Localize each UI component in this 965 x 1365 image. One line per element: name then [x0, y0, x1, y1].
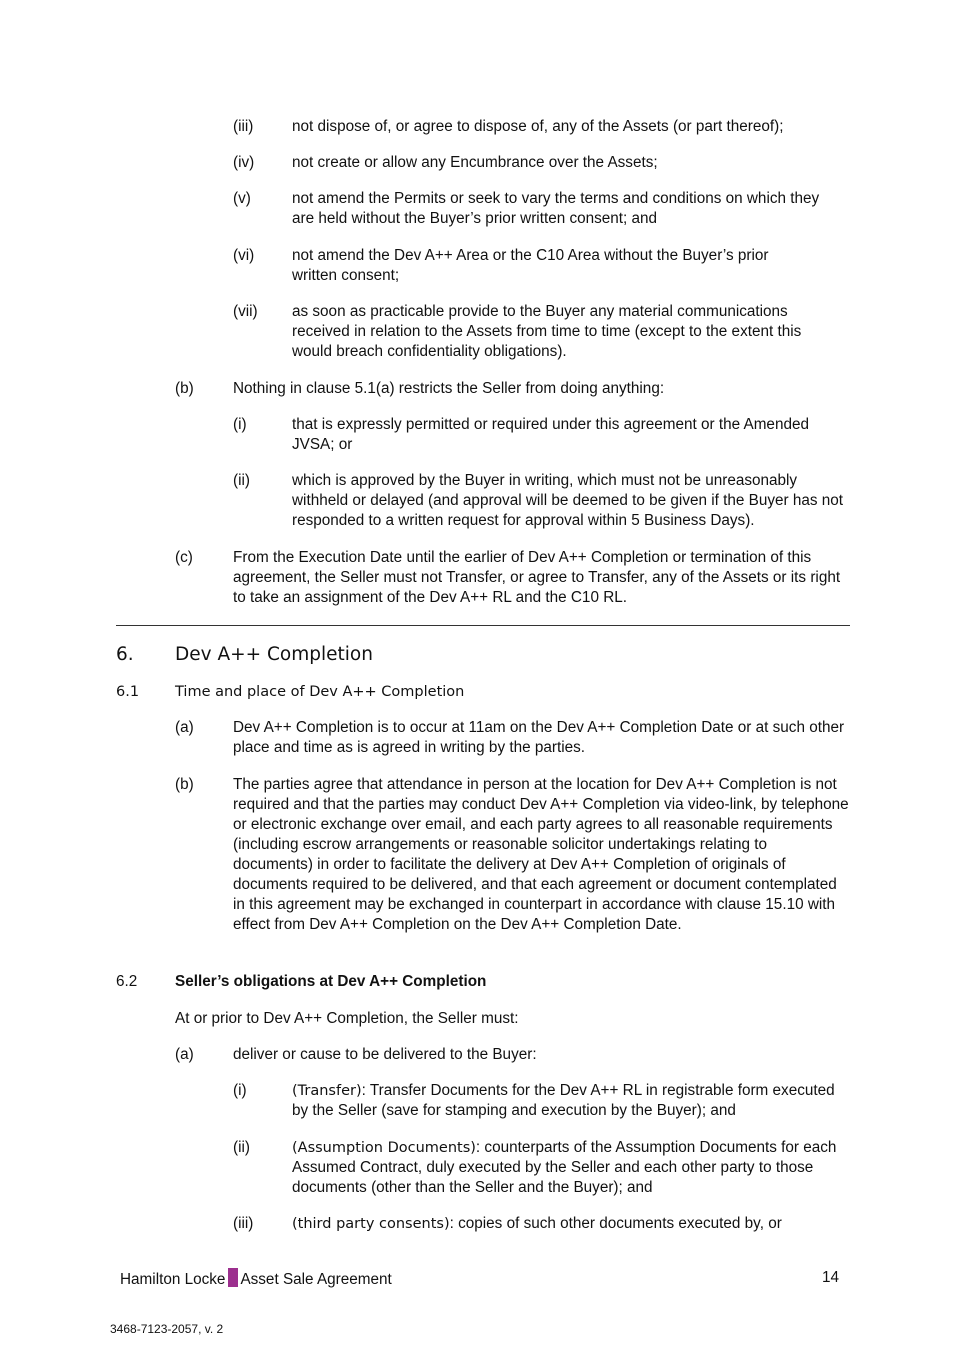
item-number: (iii)	[233, 118, 254, 135]
clause-5-1-a-v	[0, 189, 965, 229]
footer-title: Asset Sale Agreement	[240, 1271, 392, 1288]
item-number: (i)	[233, 416, 247, 433]
item-text: : counterparts of the Assumption Documents for each Assumed Contract, duly executed by the Seller and each other party to those documents (other than the Seller and the Buyer); and	[292, 1139, 837, 1196]
item-number: (a)	[175, 1046, 194, 1063]
item-label: (Transfer)	[292, 1083, 362, 1099]
item-label: (third party consents)	[292, 1216, 450, 1232]
item-label: (Assumption Documents)	[292, 1140, 476, 1156]
item-number: (iv)	[233, 154, 255, 171]
item-text: deliver or cause to be delivered to the Buyer:	[233, 1046, 537, 1063]
clause-5-1-b-ii	[0, 471, 965, 531]
item-number: (vii)	[233, 303, 258, 320]
item-text: Nothing in clause 5.1(a) restricts the Seller from doing anything:	[233, 380, 665, 397]
item-number: (ii)	[233, 472, 250, 489]
item-number: (vi)	[233, 247, 255, 264]
item-body	[292, 1138, 844, 1198]
heading-number: 6.2	[116, 973, 138, 990]
item-text: which is approved by the Buyer in writing, which must not be unreasonably withheld or delayed (and approval will be deemed to be given if the Buyer has not responded to a written request for approval within 5 Business Days).	[292, 472, 844, 529]
item-text: : copies of such other documents executed by, or	[449, 1215, 782, 1232]
item-text: Dev A++ Completion is to occur at 11am on the Dev A++ Completion Date or at such other place and time as is agreed in writing by the parties.	[233, 719, 845, 756]
clause-6-2-a-iii	[0, 1214, 965, 1234]
clause-6-1-a	[0, 718, 965, 758]
item-number: (c)	[175, 549, 193, 566]
item-text: that is expressly permitted or required under this agreement or the Amended JVSA; or	[292, 416, 809, 453]
item-number: (iii)	[233, 1215, 254, 1232]
item-body	[292, 1214, 852, 1234]
clause-5-1-b-i	[0, 415, 965, 455]
heading-text: Dev A++ Completion	[175, 644, 373, 665]
item-text: The parties agree that attendance in person at the location for Dev A++ Completion is not required and that the parties may conduct Dev A++ Completion via video-link, by telephone or electronic exchange over email, and each party agrees to all reasonable requirements (including escrow arrangements or reasonable solicitor undertakings relating to documents) in order to facilitate the delivery at Dev A++ Completion of originals of documents required to be delivered, and that each agreement or document contemplated in this agreement may be exchanged in counterpart in accordance with clause 15.10 with effect from Dev A++ Completion on the Dev A++ Completion Date.	[233, 776, 849, 933]
item-body	[292, 1081, 842, 1121]
heading-number: 6.	[116, 644, 134, 665]
clause-5-1-a-vii	[0, 302, 965, 362]
heading-text: Time and place of Dev A++ Completion	[175, 684, 465, 700]
page-number: 14	[821, 1269, 839, 1286]
item-text: not amend the Dev A++ Area or the C10 Area without the Buyer’s prior written consent;	[292, 247, 769, 284]
item-text: not amend the Permits or seek to vary the terms and conditions on which they are held without the Buyer’s prior written consent; and	[292, 190, 820, 227]
item-text: From the Execution Date until the earlier of Dev A++ Completion or termination of this agreement, the Seller must not Transfer, or agree to Transfer, any of the Assets or its right to take an assignment of the Dev A++ RL and the C10 RL.	[233, 549, 841, 606]
item-number: (ii)	[233, 1139, 250, 1156]
clause-6-2-heading	[0, 972, 965, 992]
clause-6-2-intro	[175, 1009, 825, 1029]
clause-6-1-b	[0, 775, 965, 955]
clause-5-1-a-vi	[0, 246, 965, 286]
intro-text: At or prior to Dev A++ Completion, the Seller must:	[175, 1010, 519, 1027]
item-number: (v)	[233, 190, 251, 207]
clause-5-1-a-iii	[0, 117, 965, 137]
clause-5-1-b	[0, 379, 965, 399]
footer-firm: Hamilton Locke	[120, 1271, 226, 1288]
section-divider	[116, 625, 850, 626]
brand-bar-icon	[228, 1268, 238, 1287]
item-number: (b)	[175, 380, 194, 397]
item-text: as soon as practicable provide to the Buyer any material communications received in relation to the Assets from time to time (except to the extent this would breach confidentiality obligations).	[292, 303, 802, 360]
clause-6-2-a-i	[0, 1081, 965, 1121]
clause-5-1-c	[0, 548, 965, 608]
heading-text: Seller’s obligations at Dev A++ Completion	[175, 973, 487, 990]
heading-number: 6.1	[116, 684, 140, 700]
item-number: (a)	[175, 719, 194, 736]
item-text: not create or allow any Encumbrance over the Assets;	[292, 154, 658, 171]
document-id	[110, 1321, 223, 1337]
clause-6-2-a-ii	[0, 1138, 965, 1198]
page-footer	[120, 1268, 845, 1288]
clause-5-1-a-iv	[0, 153, 965, 173]
clause-6-1-heading	[0, 682, 965, 702]
item-number: (b)	[175, 776, 194, 793]
clause-6-heading	[0, 643, 965, 667]
document-id-text: 3468-7123-2057, v. 2	[110, 1322, 224, 1336]
clause-6-2-a	[0, 1045, 965, 1065]
item-number: (i)	[233, 1082, 247, 1099]
item-text: not dispose of, or agree to dispose of, any of the Assets (or part thereof);	[292, 118, 784, 135]
item-text: : Transfer Documents for the Dev A++ RL in registrable form executed by the Seller (save for stamping and execution by the Buyer); and	[292, 1082, 835, 1119]
